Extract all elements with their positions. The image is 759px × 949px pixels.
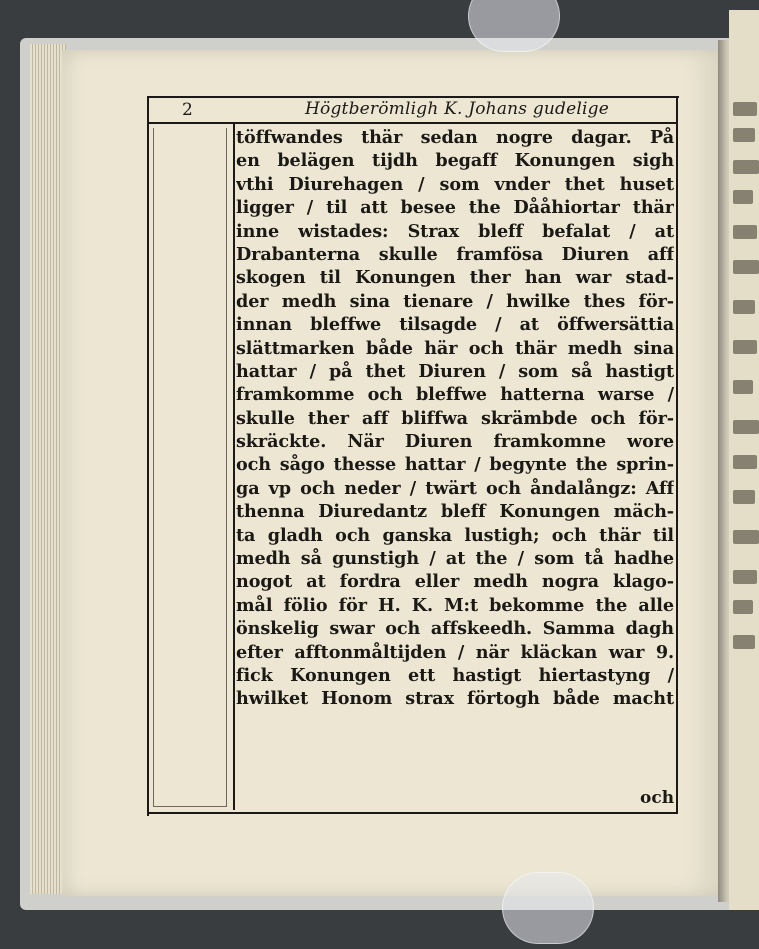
text-line: töffwandes thär sedan nogre dagar. På (236, 127, 674, 148)
text-line: slättmarken både här och thär medh sina (236, 337, 674, 359)
frame-right-rule (676, 96, 678, 814)
text-line: Drabanterna skulle framfösa Diuren aff (236, 243, 674, 265)
page-clip-top (468, 0, 560, 52)
text-line: inne wistades: Strax bleff befalat / at (236, 220, 674, 242)
page-clip-bottom (502, 872, 594, 944)
frame-bottom-rule (147, 812, 677, 814)
text-line: hwilket Honom strax förtogh både macht (236, 688, 674, 710)
text-line: ga vp och neder / twärt och åndalångz: Aff (236, 477, 674, 499)
text-line: skogen til Konungen ther han war stad- (236, 267, 674, 289)
page-edges (30, 44, 66, 894)
margin-column-inner (153, 128, 227, 807)
page-number: 2 (182, 100, 193, 120)
text-line: fick Konungen ett hastigt hiertastyng / (236, 664, 674, 686)
text-line: efter afftonmåltijden / när kläckan war 9. (236, 641, 674, 663)
text-line: önskelig swar och affskeedh. Samma dagh (236, 618, 674, 640)
text-line: hattar / på thet Diuren / som så hastigt (236, 360, 674, 382)
text-line: der medh sina tienare / hwilke thes för- (236, 290, 674, 312)
text-line: mål fölio för H. K. M:t bekomme the alle (236, 594, 674, 616)
text-line: och sågo thesse hattar / begynte the sprin- (236, 454, 674, 476)
text-line: skräckte. När Diuren framkomne wore (236, 431, 674, 453)
text-line: framkomme och bleffwe hatterna warse / (236, 384, 674, 406)
text-line: skulle ther aff bliffwa skrämbde och för- (236, 407, 674, 429)
body-text (236, 126, 674, 711)
text-line: ta gladh och ganska lustigh; och thär til (236, 524, 674, 546)
catchword: och (640, 788, 675, 808)
text-line: en belägen tijdh begaff Konungen sigh (236, 150, 674, 172)
running-head: Högtberömligh K. Johans gudelige (305, 99, 610, 119)
facing-page-edge (729, 10, 759, 910)
text-line: vthi Diurehagen / som vnder thet huset (236, 173, 674, 195)
text-line: nogot at fordra eller medh nogra klago- (236, 571, 674, 593)
text-line: thenna Diuredantz bleff Konungen mäch- (236, 501, 674, 523)
text-line: ligger / til att besee the Dååhiortar thär (236, 197, 674, 219)
text-line: innan bleffwe tilsagde / at öffwersättia (236, 314, 674, 336)
text-line: medh så gunstigh / at the / som tå hadhe (236, 548, 674, 570)
